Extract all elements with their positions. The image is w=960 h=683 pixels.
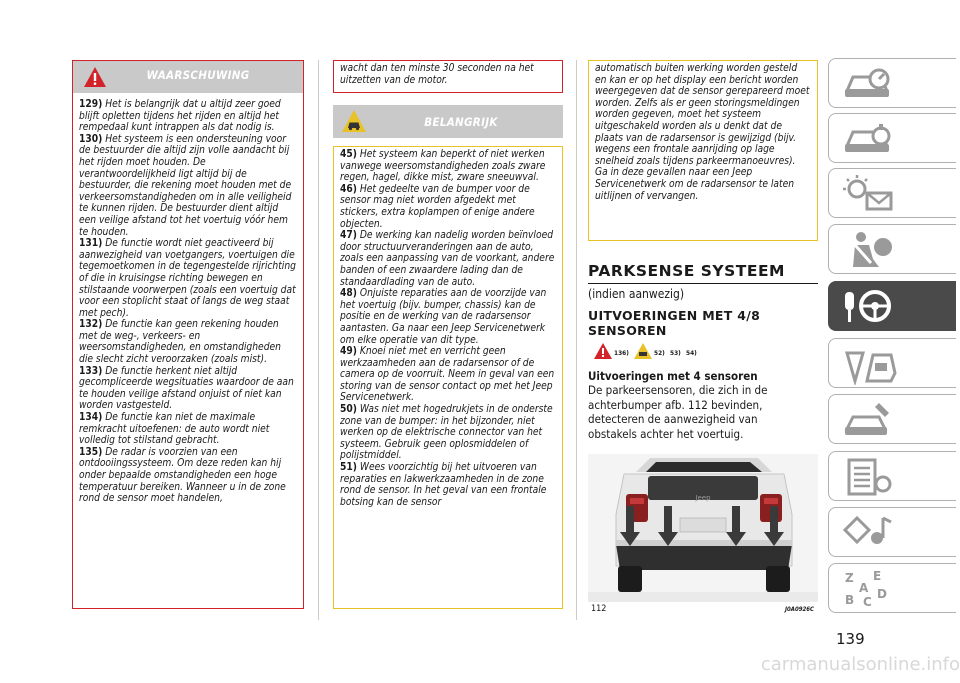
important-ref[interactable]: 52) [654,349,665,357]
warning-note: 133) De functie herkent niet altijd gecompliceerde wegsituaties waardoor de aan te houden veilige afstand onjuist of niet kan worden vastgesteld. [79,365,294,412]
alphabetical-index-icon [839,568,899,610]
warning-title: WAARSCHUWING [146,68,250,82]
figure-number: 112 [591,604,607,614]
important-note: 46) Het gedeelte van de bumper voor de sensor mag niet worden afgedekt met stickers, extra koplampen of enige andere objecten. [340,183,535,230]
car-key-icon [839,118,899,160]
paragraph-heading: Uitvoeringen met 4 sensoren [588,369,758,383]
figure-code: J0A0926C [785,606,814,613]
warning-header [73,61,303,93]
warning-box [72,60,304,609]
car-rear-photo [588,454,818,602]
specifications-list-icon [839,456,899,498]
svg-text:B: B [845,593,855,607]
tab-seatbelt-airbag[interactable] [828,224,956,274]
subsection-heading: UITVOERINGEN MET 4/8 SENSOREN [588,308,761,338]
important-box [333,146,563,609]
warning-continuation: wacht dan ten minste 30 seconden na het uitzetten van de motor. [333,60,563,93]
warning-note: 132) De functie kan geen rekening houden met de weg-, verkeers- en weersomstandigheden, en omstandigheden die slecht zicht veroorzaken (zoals mist). [79,319,281,366]
body-text: De parkeersensoren, die zich in de achterbumper afb. 112 bevinden, detecteren de aanwezigheid van obstakels achter het voertuig. [588,383,768,441]
important-note: 47) De werking kan nadelig worden beïnvloed door structuurveranderingen aan de auto, zoals een aanpassing van de voorkant, andere banden of een zwaardere lading dan de standaardlading van de auto. [340,230,555,288]
page-number: 139 [836,630,865,648]
important-note: 51) Wees voorzichtig bij het uitvoeren van reparaties en lakwerkzaamheden in de zone rond de sensor. In het geval van een frontale botsing kan de sensor [340,462,547,508]
tab-specifications[interactable] [828,451,956,501]
warning-note: 134) De functie kan niet de maximale remkracht uitoefenen: de auto wordt niet volledig tot stilstand gebracht. [79,412,270,447]
tab-steering-wheel-key[interactable] [828,281,956,331]
important-note: 48) Onjuiste reparaties aan de voorzijde van het voertuig (bijv. bumper, chassis) kan de positie en de werking van de radarsensor aantasten. Ga naar een Jeep Servicenetwerk om elke operatie van dit type. [340,288,547,346]
svg-text:E: E [873,569,882,583]
svg-text:Z: Z [845,571,854,585]
important-note: 49) Knoei niet met en verricht geen werkzaamheden aan de radarsensor of de camera op de voorruit. Neem in geval van een storing van de sensor contact op met het Jeep Servicenetwerk. [340,346,555,404]
car-badge: Jeep [695,494,711,502]
warning-note: 135) De radar is voorzien van een ontdooiingssysteem. Om deze reden kan hij onder bepaalde omstandigheden een hoge temperatuur bereiken. Wanneer u in de zone rond de sensor moet handelen, [79,446,286,505]
tab-multimedia[interactable] [828,507,956,557]
tab-car-key[interactable] [828,113,956,163]
important-title: BELANGRIJK [424,115,498,129]
tab-maintenance[interactable] [828,394,956,444]
important-note: 50) Was niet met hogedrukjets in de onderste zone van de bumper: in het bijzonder, niet werken op de elektrische connector van het systeem. Gebruik geen oplosmiddelen of polijstmiddel. [340,404,553,462]
car-on-road-icon [634,343,652,359]
important-header [333,105,563,138]
tab-warning-lights[interactable] [828,168,956,218]
important-ref[interactable]: 54) [686,349,697,357]
car-dashboard-icon [839,63,899,105]
important-continuation: automatisch buiten werking worden gesteld en kan er op het display een bericht worden weergegeven dat de sensor gerepareerd moet worden. Zelfs als er geen storingsmeldingen worden gegeven, moet het systeem uitgeschakeld worden als u denkt dat de plaats van de radarsensor is gewijzigd (bijv. wegens een frontale aanrijding op lage snelheid zoals tijdens parkeermanoeuvres). Ga in deze gevallen naar een Jeep Servicenetwerk om de radarsensor te laten uitlijnen of vervangen. [588,60,818,241]
warning-lights-icon [839,173,899,215]
svg-text:C: C [863,595,872,609]
watermark: carmanualsonline.info [760,654,960,675]
tab-warning-triangle[interactable] [828,338,956,388]
warning-note: 130) Het systeem is een ondersteuning voor de bestuurder die altijd zijn volle aandacht bij het rijden moet houden. De verantwoordelijkheid ligt altijd bij de bestuurder, die rekening moet houden met de verkeersomstandigheden om in alle veiligheid te kunnen rijden. De bestuurder dient altijd een veilige afstand tot het voertuig vóór hem te houden. [79,133,292,238]
warning-triangle-icon [594,343,612,359]
warning-note: 131) De functie wordt niet geactiveerd bij aanwezigheid van voetgangers, voertuigen die tegemoetkomen in de tegengestelde rijrichting of die in kruisingse richting bewegen en stilstaande voorwerpen (zoals een voertuig dat voor een stoplicht staat of langs de weg staat met pech). [79,238,296,319]
svg-text:A: A [859,581,869,595]
multimedia-icon [839,512,899,554]
column-divider [318,60,319,620]
important-ref[interactable]: 53) [670,349,681,357]
warning-ref[interactable]: 136) [614,349,629,357]
maintenance-tools-icon [839,399,899,441]
important-note: 45) Het systeem kan beperkt of niet werken vanwege weersomstandigheden zoals zware regen, hagel, dikke mist, zware sneeuwval. [340,149,546,184]
warning-note: 129) Het is belangrijk dat u altijd zeer goed blijft opletten tijdens het rijden en altijd het rempedaal kunt intrappen als dat nodig is. [79,99,281,134]
svg-text:D: D [877,587,887,601]
warning-triangle-icon [839,343,899,385]
steering-wheel-key-icon [839,286,899,328]
tab-alphabetical-index[interactable] [828,563,956,613]
column-divider [576,60,577,620]
seatbelt-airbag-icon [839,229,899,271]
section-title: PARKSENSE SYSTEEM [588,262,818,284]
section-subtitle: (indien aanwezig) [588,287,685,301]
warning-notes [73,93,303,505]
tab-car-dashboard[interactable] [828,58,956,108]
